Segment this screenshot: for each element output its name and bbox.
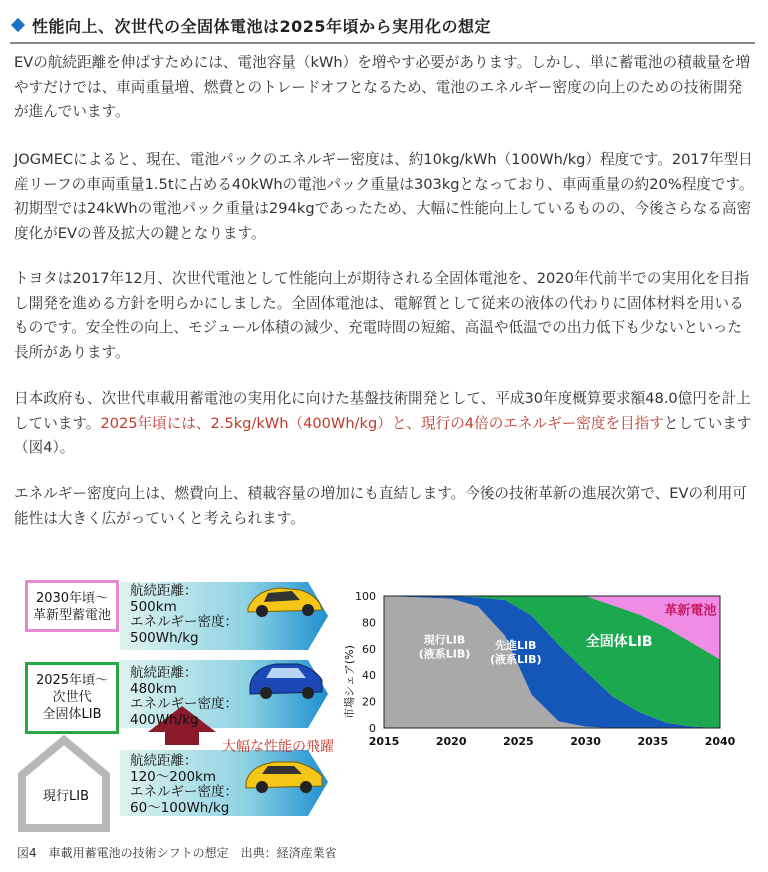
section-title: 性能向上、次世代の全固体電池は2025年頃から実用化の想定 xyxy=(32,16,492,36)
spec-2025-range: 480km xyxy=(130,680,177,697)
spec-2025-range-label: 航続距離： xyxy=(130,665,198,681)
section-heading xyxy=(10,8,755,44)
figure-4 xyxy=(0,560,768,840)
spec-2030-density-label: エネルギー密度： xyxy=(130,614,238,630)
y-tick-label: 0 xyxy=(369,722,376,735)
spec-2030 xyxy=(130,584,238,646)
spec-now-density-label: エネルギー密度： xyxy=(130,784,238,800)
spec-now-range: 120～200km xyxy=(130,768,217,785)
y-tick-label: 20 xyxy=(362,695,376,709)
stage-2025-line2: 次世代 xyxy=(52,690,92,705)
series-label-3: 革新電池 xyxy=(664,603,717,619)
spec-2030-range-label: 航続距離： xyxy=(130,583,198,599)
spec-2025 xyxy=(130,666,238,728)
stage-2025-line1: 2025年頃～ xyxy=(35,673,109,688)
x-tick-label: 2040 xyxy=(704,735,736,748)
spec-now xyxy=(130,754,238,816)
y-tick-label: 80 xyxy=(362,616,376,630)
figure-caption: 図4 車載用蓄電池の技術シフトの想定 出典：経済産業省 xyxy=(17,846,337,860)
x-tick-label: 2025 xyxy=(503,735,534,748)
spec-2025-density: 400Wh/kg xyxy=(130,711,199,728)
chart-ylabel: 市場シェア(%) xyxy=(343,645,356,719)
paragraph-4-text-a: 日本政府も、次世代車載用蓄電池の実用化に向けた基盤技術開発として、平成30年度概算要求額48.0億円を計上しています。 xyxy=(14,390,751,432)
spec-2030-range: 500km xyxy=(130,598,177,615)
spec-now-range-label: 航続距離： xyxy=(130,753,198,769)
paragraph-4 xyxy=(14,387,754,461)
paragraph-4-highlight: 2025年頃には、2.5kg/kWh（400Wh/kg）と、現行の4倍のエネルギー密度を目指す xyxy=(100,414,664,432)
stage-2030-box xyxy=(25,580,119,632)
y-tick-label: 40 xyxy=(362,669,376,683)
spec-now-density: 60～100Wh/kg xyxy=(130,799,230,816)
stage-2025-box xyxy=(25,662,119,734)
spec-2030-density: 500Wh/kg xyxy=(130,629,199,646)
series-label-0: 現行LIB xyxy=(423,633,466,647)
stage-now-label: 現行LIB xyxy=(43,789,89,804)
x-tick-label: 2020 xyxy=(435,735,467,748)
paragraph-1: EVの航続距離を伸ばすためには、電池容量（kWh）を増やす必要があります。しかし、単に蓄電池の積載量を増やすだけでは、車両重量増、燃費とのトレードオフとなるため、電池のエネルギー密度の向上のための技術開発が進んでいます。 xyxy=(14,54,751,121)
paragraph-3: トヨタは2017年12月、次世代電池として性能向上が期待される全固体電池を、2020年代前半での実用化を目指し開発を進める方針を明らかにしました。全固体電池は、電解質として従来の液体の代わりに固体材料を用いるものです。安全性の向上、モジュール体積の減少、充電時間の短縮、高温や低温での出力低下も少ないといった長所があります。 xyxy=(14,270,749,361)
paragraph-4-text-b: としています（図4）。 xyxy=(14,414,752,457)
stage-2030-line2: 革新型蓄電池 xyxy=(32,608,111,623)
y-tick-label: 100 xyxy=(355,590,376,603)
diamond-bullet-icon xyxy=(11,18,25,32)
series-sublabel-0: (液系LIB) xyxy=(418,647,471,661)
series-label-1: 先進LIB xyxy=(494,638,537,652)
y-tick-label: 60 xyxy=(362,642,376,656)
stage-2030-line1: 2030年頃～ xyxy=(35,591,109,606)
series-label-2: 全固体LIB xyxy=(585,634,653,651)
paragraph-5: エネルギー密度向上は、燃費向上、積載容量の増加にも直結します。今後の技術革新の進展次第で、EVの利用可能性は大きく広がっていくと考えられます。 xyxy=(14,485,747,527)
market-share-chart xyxy=(340,582,740,762)
spec-2025-density-label: エネルギー密度： xyxy=(130,696,238,712)
x-tick-label: 2030 xyxy=(570,735,601,748)
x-tick-label: 2035 xyxy=(637,735,669,748)
x-tick-label: 2015 xyxy=(368,735,400,748)
house-outline xyxy=(22,740,106,828)
stage-2025-line3: 全固体LIB xyxy=(42,707,102,722)
series-sublabel-1: (液系LIB) xyxy=(489,652,542,666)
paragraph-2: JOGMECによると、現在、電池パックのエネルギー密度は、約10kg/kWh（100Wh/kg）程度です。2017年型日産リーフの車両重量1.5tに占める40kWhの電池パック重量は303kgとなっており、車両重量の約20%程度です。初期型では24kWhの電池パック重量は294kgであったため、大幅に性能向上しているものの、今後さらなる高密度化がEVの普及拡大の鍵となります。 xyxy=(14,151,754,242)
leap-label: 大幅な性能の飛躍 xyxy=(222,739,334,755)
